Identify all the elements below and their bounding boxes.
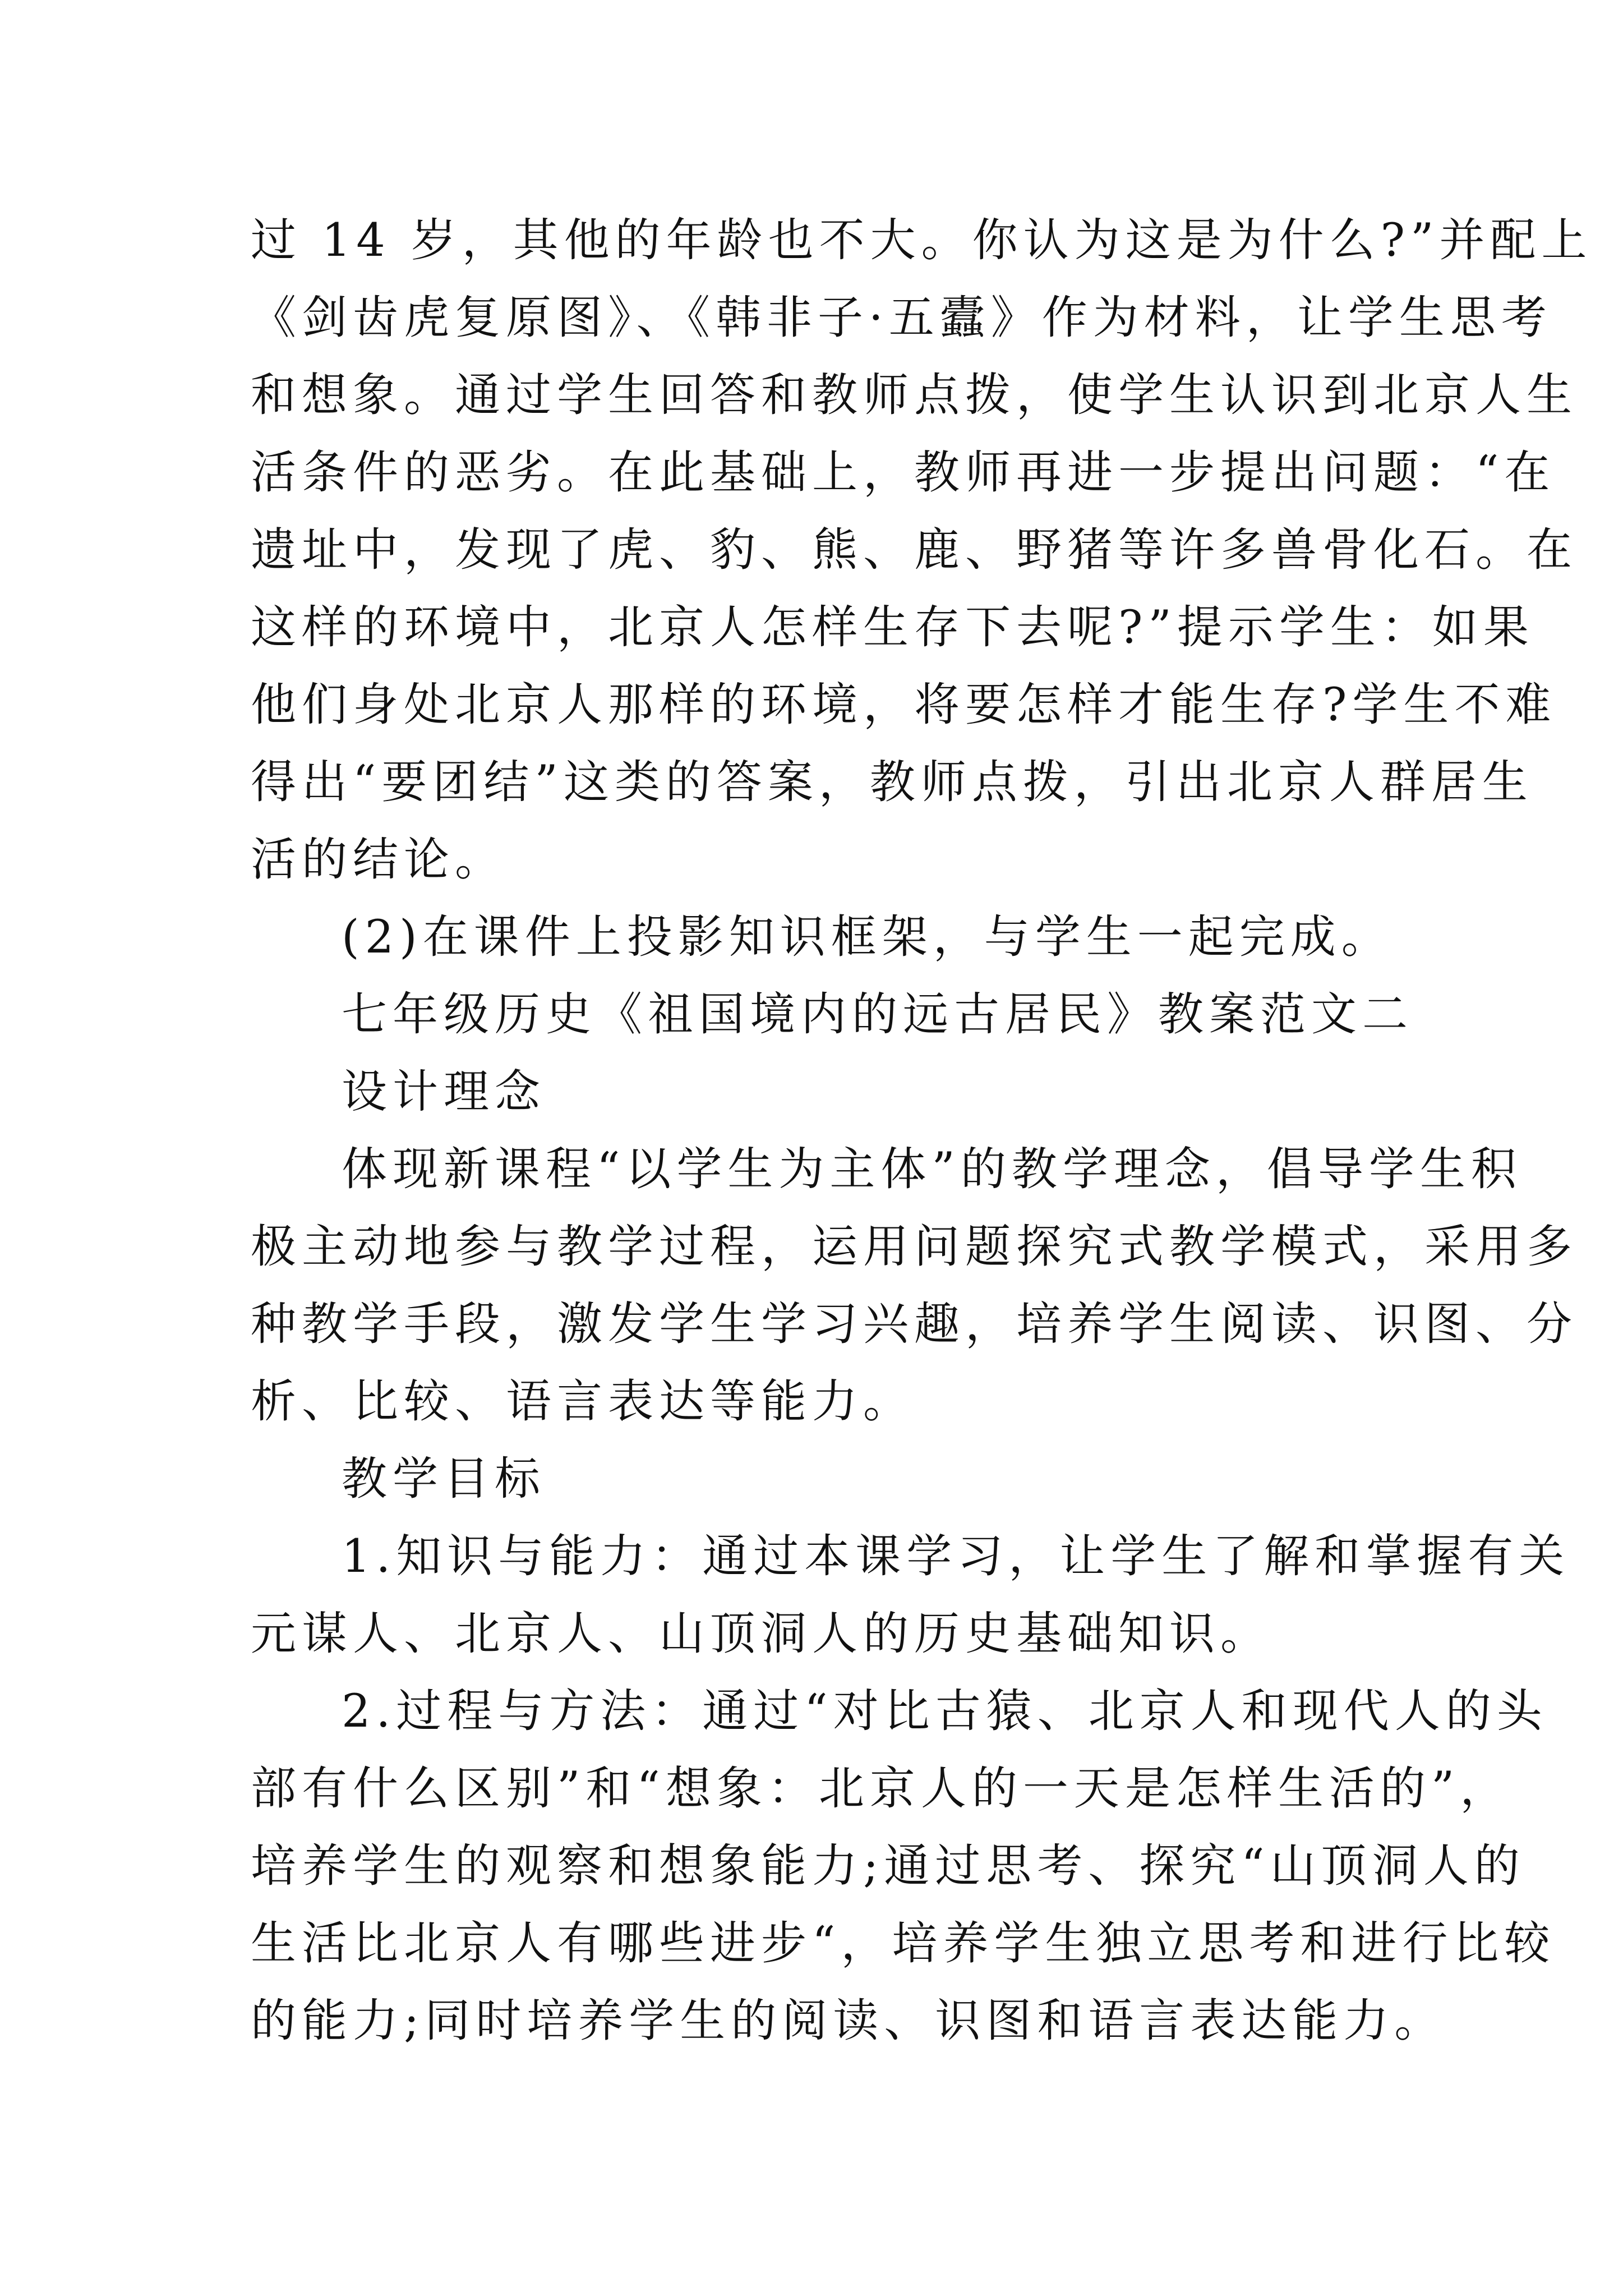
section-title: 七年级历史《祖国境内的远古居民》教案范文二 bbox=[342, 988, 1414, 1041]
text-line: 《剑齿虎复原图》、《韩非子·五蠹》作为材料，让学生思考 bbox=[251, 292, 1552, 344]
text-line: 的能力;同时培养学生的阅读、识图和语言表达能力。 bbox=[251, 1995, 1446, 2047]
text-line: 部有什么区别”和“想象：北京人的一天是怎样生活的”， bbox=[251, 1763, 1511, 1815]
text-line: 元谋人、北京人、山顶洞人的历史基础知识。 bbox=[251, 1608, 1272, 1660]
section-heading: 教学目标 bbox=[342, 1453, 546, 1506]
text-line: 2.过程与方法：通过“对比古猿、北京人和现代人的头 bbox=[342, 1685, 1548, 1738]
text-line: 1.知识与能力：通过本课学习，让学生了解和掌握有关 bbox=[342, 1530, 1570, 1583]
text-line: 这样的环境中，北京人怎样生存下去呢?”提示学生：如果 bbox=[251, 601, 1534, 654]
text-line: 种教学手段，激发学生学习兴趣，培养学生阅读、识图、分 bbox=[251, 1298, 1578, 1351]
text-line: 生活比北京人有哪些进步“，培养学生独立思考和进行比较 bbox=[251, 1917, 1556, 1970]
section-heading: 设计理念 bbox=[342, 1066, 546, 1119]
text-line: 他们身处北京人那样的环境，将要怎样才能生存?学生不难 bbox=[251, 679, 1557, 731]
text-line: 遗址中，发现了虎、豹、熊、鹿、野猪等许多兽骨化石。在 bbox=[251, 524, 1578, 577]
text-line: 过 14 岁，其他的年龄也不大。你认为这是为什么?”并配上 bbox=[251, 214, 1593, 267]
text-line: 极主动地参与教学过程，运用问题探究式教学模式，采用多 bbox=[251, 1221, 1578, 1273]
text-line: 得出“要团结”这类的答案，教师点拨，引出北京人群居生 bbox=[251, 756, 1533, 809]
text-line: (2)在课件上投影知识框架，与学生一起完成。 bbox=[342, 911, 1393, 964]
body-text bbox=[251, 202, 1593, 2060]
text-line: 和想象。通过学生回答和教师点拨，使学生认识到北京人生 bbox=[251, 369, 1578, 422]
text-line: 活的结论。 bbox=[251, 834, 506, 886]
text-line: 活条件的恶劣。在此基础上，教师再进一步提出问题：“在 bbox=[251, 447, 1556, 499]
text-line: 析、比较、语言表达等能力。 bbox=[251, 1375, 915, 1428]
text-line: 体现新课程“以学生为主体”的教学理念，倡导学生积 bbox=[342, 1143, 1522, 1196]
text-line: 培养学生的观察和想象能力;通过思考、探究“山顶洞人的 bbox=[251, 1840, 1525, 1893]
